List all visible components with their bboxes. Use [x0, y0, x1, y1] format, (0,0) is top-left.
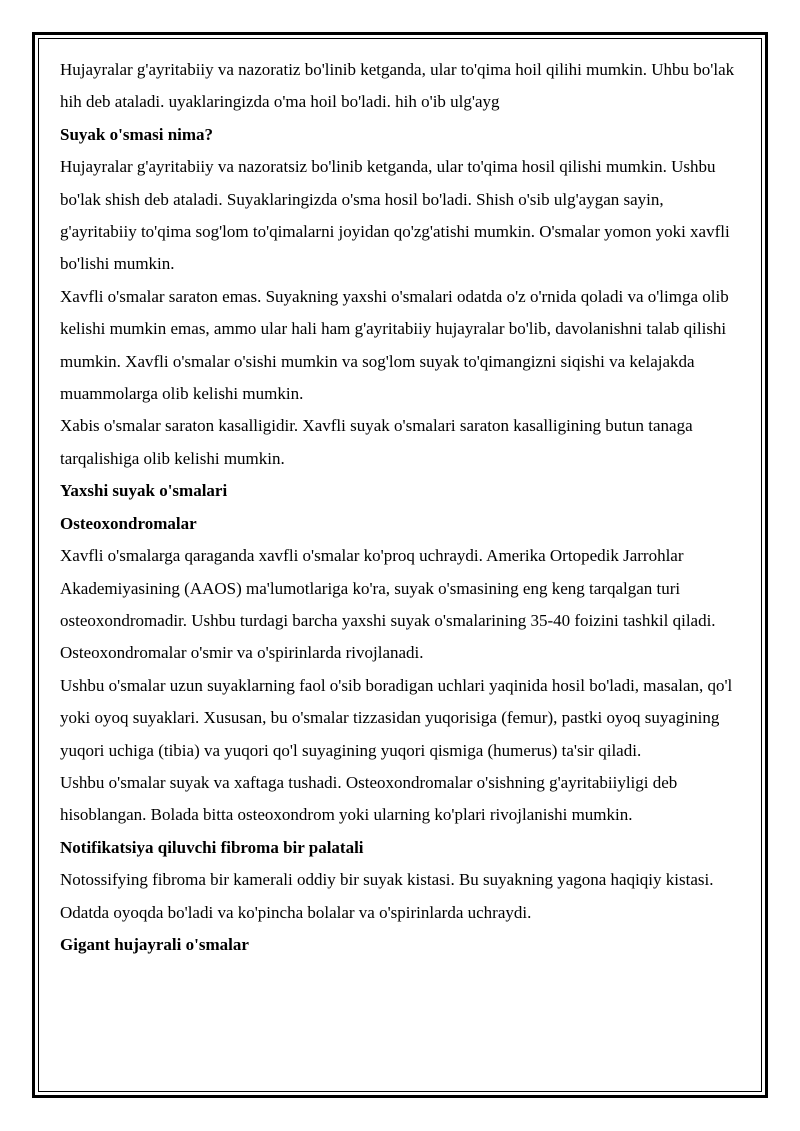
paragraph-fibroma: Notossifying fibroma bir kamerali oddiy bir suyak kistasi. Bu suyakning yagona haqiqiy kistasi. Odatda oyoqda bo'ladi va ko'pincha bolalar va o'spirinlarda uchraydi.	[60, 870, 714, 922]
paragraph-definition: Hujayralar g'ayritabiiy va nazoratsiz bo'linib ketganda, ular to'qima hosil qilishi mumkin. Ushbu bo'lak shish deb ataladi. Suyaklaringizda o'sma hosil bo'ladi. Shish o'sib ulg'aygan sayin, g'ayritabiiy to'qima sog'lom to'qimalarni joyidan qo'zg'atishi mumkin. O'smalar yomon yoki xavfli bo'lishi mumkin.	[60, 157, 730, 274]
paragraph-osteochondroma-location: Ushbu o'smalar uzun suyaklarning faol o'sib boradigan uchlari yaqinida hosil bo'ladi, masalan, qo'l yoki oyoq suyaklari. Xususan, bu o'smalar tizzasidan yuqorisiga (femur), pastki oyoq suyagining yuqori uchiga (tibia) va yuqori qo'l suyagining yuqori qismiga (humerus) ta'sir qiladi.	[60, 675, 733, 760]
heading-fibroma: Notifikatsiya qiluvchi fibroma bir palatali	[60, 837, 364, 857]
paragraph-benign-tumors: Xavfli o'smalar saraton emas. Suyakning yaxshi o'smalari odatda o'z o'rnida qoladi va o'limga olib kelishi mumkin emas, ammo ular hali ham g'ayritabiiy hujayralar bo'lib, davolanishni talab qilishi mumkin. Xavfli o'smalar o'sishi mumkin va sog'lom suyak to'qimangizni siqishi va kelajakda muammolarga olib kelishi mumkin.	[60, 286, 729, 404]
heading-benign-bone-tumors: Yaxshi suyak o'smalari	[60, 481, 228, 501]
paragraph-intro: Hujayralar g'ayritabiiy va nazoratiz bo'linib ketganda, ular to'qima hoil qilihi mumkin. Uhbu bo'lak hih deb ataladi. uyaklaringizda o'ma hoil bo'ladi. hih o'ib ulg'ayg	[60, 60, 735, 112]
paragraph-malignant-tumors: Xabis o'smalar saraton kasalligidir. Xavfli suyak o'smalari saraton kasalligining butun tanaga tarqalishiga olib kelishi mumkin.	[60, 416, 693, 468]
paragraph-osteochondroma-cartilage: Ushbu o'smalar suyak va xaftaga tushadi. Osteoxondromalar o'sishning g'ayritabiiyligi deb hisoblangan. Bolada bitta osteoxondrom yoki ularning ko'plari rivojlanishi mumkin.	[60, 772, 678, 825]
heading-what-is-bone-tumor: Suyak o'smasi nima?	[60, 124, 214, 144]
heading-giant-cell-tumors: Gigant hujayrali o'smalar	[60, 934, 249, 954]
document-body	[60, 54, 740, 961]
heading-osteochondromas: Osteoxondromalar	[60, 513, 197, 533]
paragraph-osteochondroma-frequency: Xavfli o'smalarga qaraganda xavfli o'smalar ko'proq uchraydi. Amerika Ortopedik Jarrohlar Akademiyasining (AAOS) ma'lumotlariga ko'ra, suyak o'smasining eng keng tarqalgan turi osteoxondromadir. Ushbu turdagi barcha yaxshi suyak o'smalarining 35-40 foizini tashkil qiladi. Osteoxondromalar o'smir va o'spirinlarda rivojlanadi.	[60, 546, 716, 663]
